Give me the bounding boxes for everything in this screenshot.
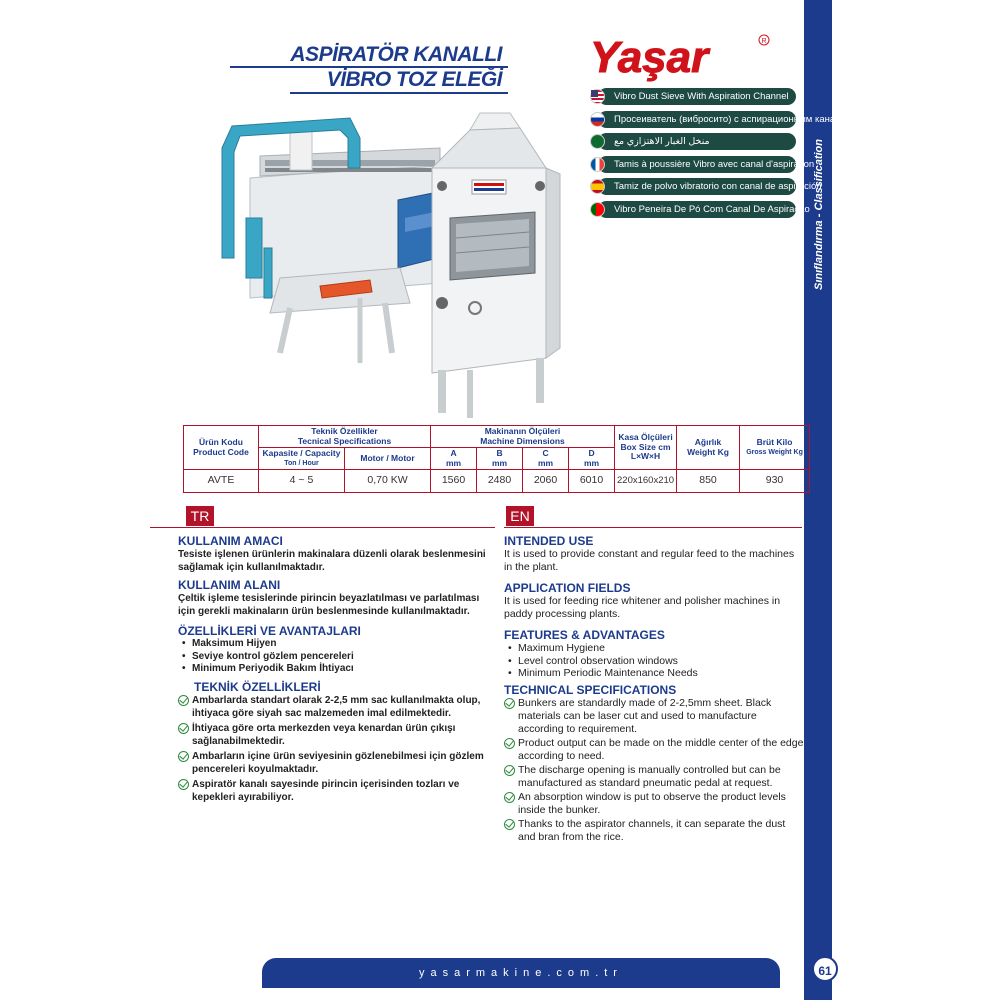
table-row: [184, 470, 810, 493]
en-usage-title: INTENDED USE: [504, 534, 594, 548]
list-item: • Level control observation windows: [518, 655, 804, 668]
check-icon: [504, 792, 515, 803]
list-item: • Maksimum Hijyen: [192, 638, 496, 651]
check-icon: [504, 765, 515, 776]
language-item: [590, 201, 810, 218]
tr-tag: TR: [186, 506, 214, 526]
header-dim-c-label: C: [542, 448, 549, 458]
list-item: [192, 778, 496, 804]
tr-usage-title: KULLANIM AMACI: [178, 534, 283, 548]
language-item: [590, 88, 796, 105]
side-label: Sınıflandırma - Classification: [813, 139, 825, 291]
list-item: • Minimum Periodic Maintenance Needs: [518, 667, 804, 680]
ru-flag-icon: [590, 112, 605, 127]
header-dim-d-label: D: [588, 448, 595, 458]
en-tag: EN: [506, 506, 534, 526]
language-text: منخل الغبار الاهتزازي مع: [614, 136, 710, 147]
list-item-text: Ambarların içine ürün seviyesinin gözlenebilmesi için gözlem pencereleri koyulmaktadır.: [192, 750, 484, 775]
header-dim-a: [431, 448, 477, 470]
title-underline-1: [230, 66, 508, 68]
footer-url[interactable]: yasarmakine.com.tr: [262, 958, 780, 988]
language-item: [590, 156, 815, 173]
tr-tech-title: TEKNİK ÖZELLİKLERİ: [194, 679, 321, 694]
cell-gross-weight: 930: [740, 470, 810, 493]
logo-registered-mark: R: [761, 38, 767, 45]
en-column: [504, 530, 804, 845]
header-product-code: Ürün Kodu Product Code: [184, 426, 259, 470]
header-box-size-unit: L×W×H: [630, 451, 661, 462]
en-area-text: It is used for feeding rice whitener and polisher machines in paddy processing plants.: [504, 595, 781, 620]
machine-illustration: [210, 108, 570, 420]
list-item: [192, 722, 496, 748]
header-gross-weight: [740, 426, 810, 470]
check-icon: [504, 819, 515, 830]
language-item: [590, 111, 853, 128]
header-dim-d-unit: mm: [583, 457, 600, 468]
list-item-text: Ambarlarda standart olarak 2-2,5 mm sac kullanılmakta olup, ihtiyaca göre siyah sac malzemeden imal edilmektedir.: [192, 694, 481, 719]
header-dim-a-unit: mm: [445, 457, 462, 468]
language-item: [590, 133, 796, 150]
cell-dim-c: 2060: [523, 470, 569, 493]
title-line-1: ASPİRATÖR KANALLI: [290, 43, 502, 66]
list-item-text: An absorption window is put to observe the product levels inside the bunker.: [518, 790, 786, 816]
list-item: • Maximum Hygiene: [518, 642, 804, 655]
cell-capacity: 4 ~ 5: [259, 470, 345, 493]
cell-dim-b: 2480: [477, 470, 523, 493]
tr-features-list: [178, 638, 496, 676]
header-dim-b: [477, 448, 523, 470]
header-machine-dimensions: [431, 426, 615, 448]
list-item: [518, 764, 804, 790]
header-box-size: [615, 426, 677, 470]
sa-flag-icon: [590, 134, 605, 149]
header-dim-a-label: A: [450, 448, 457, 458]
header-dim-c: [523, 448, 569, 470]
spec-table: [183, 425, 810, 493]
tr-area-title: KULLANIM ALANI: [178, 578, 281, 592]
list-item: • Seviye kontrol gözlem pencereleri: [192, 651, 496, 664]
fr-flag-icon: [590, 157, 605, 172]
header-capacity: [259, 448, 345, 470]
yasar-logo: [586, 32, 776, 82]
cell-code: AVTE: [184, 470, 259, 493]
en-features-list: [504, 642, 804, 680]
check-icon: [178, 751, 189, 762]
logo-text: Yaşar: [590, 33, 709, 82]
check-icon: [178, 779, 189, 790]
header-dim-b-unit: mm: [491, 457, 508, 468]
language-text: Vibro Peneira De Pó Com Canal De Aspiração: [614, 203, 810, 215]
header-gross-weight-tr: Brüt Kilo: [756, 437, 793, 447]
list-item: [518, 791, 804, 817]
cell-motor: 0,70 KW: [345, 470, 431, 493]
list-item-text: Product output can be made on the middle center of the edge according to need.: [518, 736, 804, 762]
header-box-size-en: Box Size cm: [620, 441, 671, 452]
check-icon: [504, 738, 515, 749]
cell-dim-a: 1560: [431, 470, 477, 493]
header-gross-weight-en: Gross Weight Kg: [746, 448, 803, 456]
tr-area-text: Çeltik işleme tesislerinde pirincin beyazlatılması ve parlatılması için gerekli makinaların ürün beslenmesinde kullanılmaktadır.: [178, 593, 480, 617]
cell-box-size: 220x160x210: [615, 470, 677, 493]
list-item: [518, 818, 804, 844]
header-dim-d: [569, 448, 615, 470]
tr-tech-list: [178, 694, 496, 804]
en-features-title: FEATURES & ADVANTAGES: [504, 628, 665, 642]
language-text: Просеиватель (вибросито) с аспирационным каналом: [614, 113, 853, 125]
header-technical-specs-tr: Teknik Özellikler: [311, 426, 378, 436]
page-number: 61: [812, 956, 838, 982]
list-item: [192, 750, 496, 776]
list-item: [192, 694, 496, 720]
en-tech-title: TECHNICAL SPECIFICATIONS: [504, 682, 677, 697]
title-line-2: VİBRO TOZ ELEĞİ: [326, 68, 502, 91]
us-flag-icon: [590, 89, 605, 104]
en-section-line: [504, 527, 802, 528]
header-weight: Ağırlık Weight Kg: [677, 426, 740, 470]
cell-dim-d: 6010: [569, 470, 615, 493]
en-area-title: APPLICATION FIELDS: [504, 581, 631, 595]
check-icon: [178, 695, 189, 706]
header-capacity-unit: Ton / Hour: [284, 459, 319, 467]
language-text: Vibro Dust Sieve With Aspiration Channel: [614, 91, 789, 102]
header-capacity-label: Kapasite / Capacity: [262, 448, 341, 458]
title-underline-2: [290, 92, 508, 94]
header-machine-dimensions-tr: Makinanın Ölçüleri: [484, 426, 561, 436]
en-tech-list: [504, 697, 804, 844]
tr-column: [178, 530, 496, 806]
header-dim-c-unit: mm: [537, 457, 554, 468]
list-item-text: Thanks to the aspirator channels, it can separate the dust and bran from the rice.: [518, 817, 786, 843]
cell-weight: 850: [677, 470, 740, 493]
check-icon: [178, 723, 189, 734]
pt-flag-icon: [590, 202, 605, 217]
language-item: [590, 178, 822, 195]
header-technical-specs-en: Tecnical Specifications: [297, 435, 392, 446]
tr-features-title: ÖZELLİKLERİ VE AVANTAJLARI: [178, 624, 361, 638]
header-dim-b-label: B: [496, 448, 503, 458]
list-item: • Minimum Periyodik Bakım İhtiyacı: [192, 663, 496, 676]
language-text: Tamis à poussière Vibro avec canal d'aspiration: [614, 158, 815, 170]
header-motor: Motor / Motor: [345, 448, 431, 470]
list-item-text: The discharge opening is manually controlled but can be manufactured as standard pneumatic pedal at request.: [518, 763, 781, 789]
header-technical-specs: [259, 426, 431, 448]
header-machine-dimensions-en: Machine Dimensions: [480, 435, 565, 446]
en-usage-text: It is used to provide constant and regular feed to the machines in the plant.: [504, 548, 795, 573]
list-item: [518, 697, 804, 736]
list-item-text: İhtiyaca göre orta merkezden veya kenardan ürün çıkışı sağlanabilmektedir.: [192, 722, 456, 747]
list-item-text: Bunkers are standardly made of 2-2,5mm sheet. Black materials can be laser cut and used to manufacture according to requirement.: [518, 696, 772, 735]
tr-section-line: [150, 527, 495, 528]
header-box-size-tr: Kasa Ölçüleri: [618, 432, 673, 443]
tr-usage-text: Tesiste işlenen ürünlerin makinalara düzenli olarak beslenmesini sağlamak için kullanılmaktadır.: [178, 549, 486, 573]
check-icon: [504, 698, 515, 709]
es-flag-icon: [590, 179, 605, 194]
list-item: [518, 737, 804, 763]
language-text: Tamiz de polvo vibratorio con canal de aspiración: [614, 181, 822, 192]
list-item-text: Aspiratör kanalı sayesinde pirincin içerisinden tozları ve kepekleri ayırabiliyor.: [192, 778, 460, 803]
